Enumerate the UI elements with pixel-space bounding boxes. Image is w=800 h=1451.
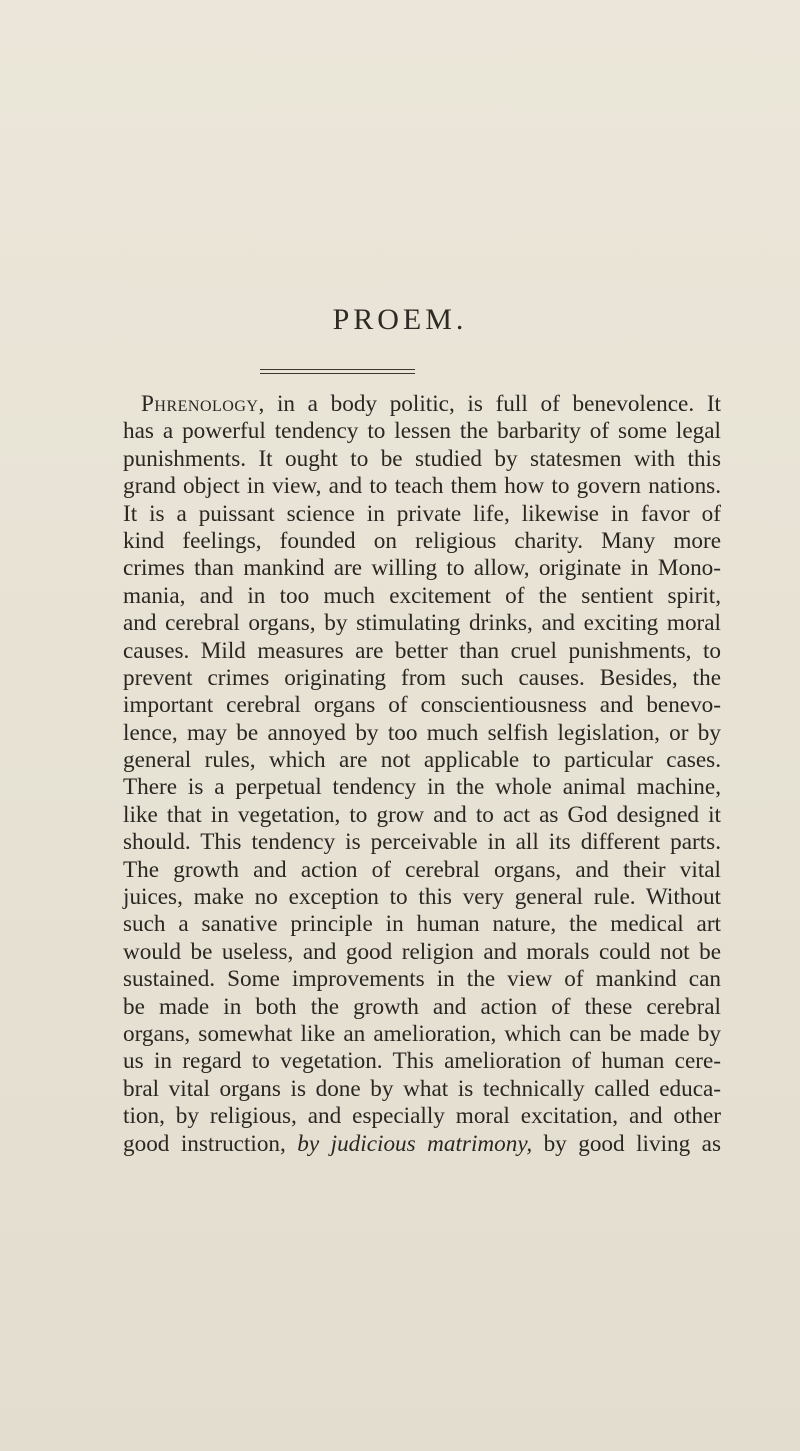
text-line: kind feelings, founded on religious charity. Many more xyxy=(123,527,721,554)
text-line: causes. Mild measures are better than cruel punishments, to xyxy=(123,637,721,664)
text-line: organs, somewhat like an amelioration, which can be made by xyxy=(123,1020,721,1047)
text-line-content: , in a body politic, is full of benevolence. It xyxy=(258,391,721,417)
text-line: has a powerful tendency to lessen the barbarity of some legal xyxy=(123,418,721,445)
text-line: tion, by religious, and especially moral excitation, and other xyxy=(123,1103,721,1130)
final-line-italic: by judicious matrimony, xyxy=(297,1130,533,1157)
text-line: such a sanative principle in human nature, the medical art xyxy=(123,911,721,938)
text-line: mania, and in too much excitement of the sentient spirit, xyxy=(123,582,721,609)
text-line: would be useless, and good religion and morals could not be xyxy=(123,938,721,965)
text-line: grand object in view, and to teach them how to govern nations. xyxy=(123,473,721,500)
text-line: lence, may be annoyed by too much selfish legislation, or by xyxy=(123,719,721,746)
text-line: sustained. Some improvements in the view of mankind can xyxy=(123,966,721,993)
text-line: There is a perpetual tendency in the whole animal machine, xyxy=(123,774,721,801)
text-line xyxy=(123,391,721,418)
text-line: juices, make no exception to this very general rule. Without xyxy=(123,884,721,911)
final-line-end: by good living as xyxy=(532,1130,721,1157)
text-line: general rules, which are not applicable to particular cases. xyxy=(123,747,721,774)
text-line: It is a puissant science in private life, likewise in favor of xyxy=(123,500,721,527)
text-line: The growth and action of cerebral organs, and their vital xyxy=(123,856,721,883)
text-line: prevent crimes originating from such causes. Besides, the xyxy=(123,664,721,691)
page-title: PROEM. xyxy=(332,303,468,336)
text-line: like that in vegetation, to grow and to act as God designed it xyxy=(123,801,721,828)
final-line-start: good instruction, xyxy=(123,1130,298,1157)
text-line: us in regard to vegetation. This amelioration of human cere- xyxy=(123,1048,721,1075)
text-line: important cerebral organs of conscientiousness and benevo- xyxy=(123,692,721,719)
title-rule-lower xyxy=(260,373,415,374)
title-rule-upper xyxy=(260,369,415,370)
lead-word: Phrenology xyxy=(141,391,259,417)
text-line: and cerebral organs, by stimulating drinks, and exciting moral xyxy=(123,610,721,637)
text-line: punishments. It ought to be studied by statesmen with this xyxy=(123,445,721,472)
text-line: should. This tendency is perceivable in all its different parts. xyxy=(123,829,721,856)
proem-paragraph xyxy=(123,391,721,1158)
text-line: bral vital organs is done by what is technically called educa- xyxy=(123,1075,721,1102)
text-line: be made in both the growth and action of these cerebral xyxy=(123,993,721,1020)
text-line-final xyxy=(123,1131,721,1158)
text-line: crimes than mankind are willing to allow, originate in Mono- xyxy=(123,555,721,582)
